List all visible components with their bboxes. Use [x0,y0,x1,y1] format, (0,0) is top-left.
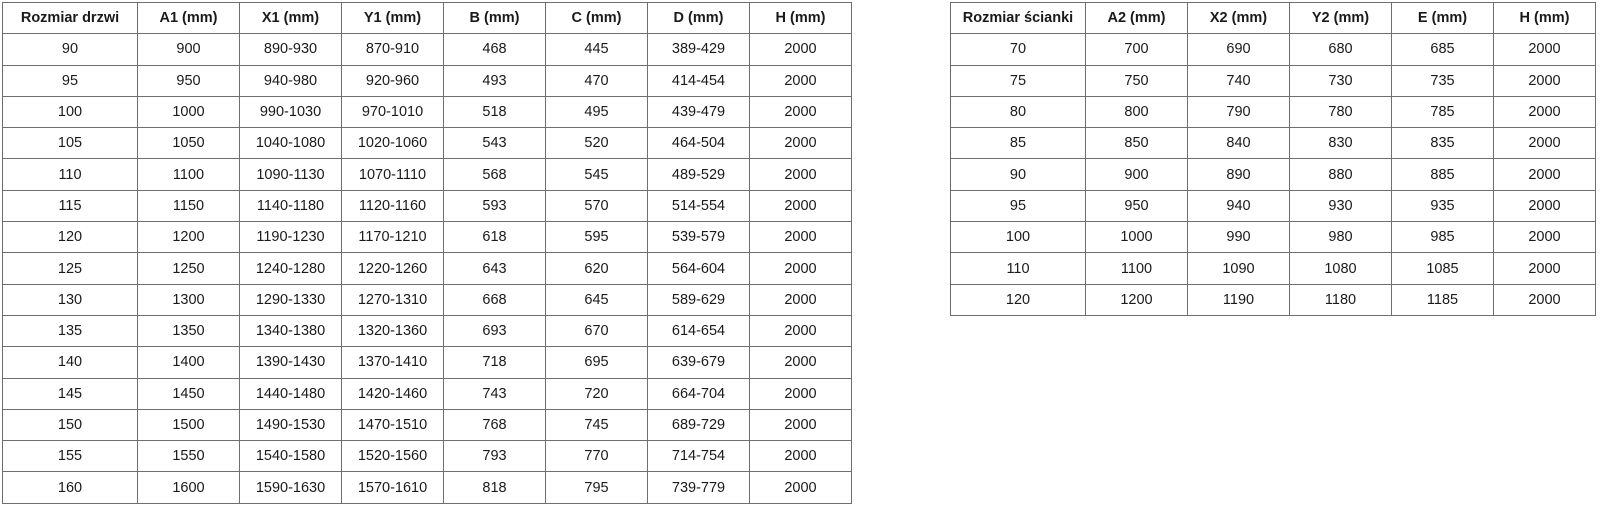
table-cell: 564-604 [648,253,750,284]
table-cell: 445 [546,34,648,65]
table-cell: 593 [444,190,546,221]
table-cell: 105 [3,128,138,159]
table-cell: 2000 [1494,34,1596,65]
table-row [3,253,852,284]
table-cell: 70 [951,34,1086,65]
table-cell: 2000 [750,128,852,159]
table-cell: 514-554 [648,190,750,221]
table-cell: 2000 [750,65,852,96]
table-cell: 714-754 [648,441,750,472]
table-cell: 700 [1086,34,1188,65]
table-cell: 1190 [1188,284,1290,315]
table-row [951,128,1596,159]
table-row [951,190,1596,221]
table-cell: 595 [546,222,648,253]
table-cell: 1370-1410 [342,347,444,378]
table-cell: 1450 [138,378,240,409]
table-cell: 140 [3,347,138,378]
table-cell: 785 [1392,96,1494,127]
table-cell: 695 [546,347,648,378]
table-row [3,378,852,409]
table-cell: 1290-1330 [240,284,342,315]
table-cell: 2000 [750,378,852,409]
table-cell: 470 [546,65,648,96]
table-cell: 1200 [138,222,240,253]
column-header: Rozmiar ścianki [951,3,1086,34]
table-cell: 110 [951,253,1086,284]
table-cell: 670 [546,315,648,346]
table-cell: 1090 [1188,253,1290,284]
table-row [3,441,852,472]
column-header: H (mm) [1494,3,1596,34]
table-cell: 885 [1392,159,1494,190]
table-cell: 639-679 [648,347,750,378]
table-cell: 664-704 [648,378,750,409]
table-row [3,34,852,65]
table-cell: 1600 [138,472,240,503]
table-cell: 520 [546,128,648,159]
table-row [951,284,1596,315]
table-cell: 389-429 [648,34,750,65]
table-cell: 620 [546,253,648,284]
table-cell: 545 [546,159,648,190]
table-cell: 2000 [750,441,852,472]
table-cell: 130 [3,284,138,315]
table-cell: 1050 [138,128,240,159]
table-cell: 1070-1110 [342,159,444,190]
table-cell: 1570-1610 [342,472,444,503]
table-cell: 1190-1230 [240,222,342,253]
table-cell: 120 [3,222,138,253]
table-cell: 464-504 [648,128,750,159]
table-cell: 790 [1188,96,1290,127]
table-cell: 2000 [750,190,852,221]
table-cell: 985 [1392,222,1494,253]
table-cell: 940-980 [240,65,342,96]
table-cell: 2000 [750,159,852,190]
table-cell: 1340-1380 [240,315,342,346]
column-header: H (mm) [750,3,852,34]
table-cell: 970-1010 [342,96,444,127]
table-cell: 1185 [1392,284,1494,315]
table-row [3,190,852,221]
table-cell: 2000 [1494,284,1596,315]
table-cell: 1140-1180 [240,190,342,221]
table-cell: 643 [444,253,546,284]
table-cell: 1090-1130 [240,159,342,190]
table-cell: 900 [138,34,240,65]
table-row [951,96,1596,127]
table-cell: 720 [546,378,648,409]
table-cell: 850 [1086,128,1188,159]
table-cell: 1540-1580 [240,441,342,472]
table-cell: 439-479 [648,96,750,127]
table-row [3,315,852,346]
table-cell: 1240-1280 [240,253,342,284]
wall-panel-dimensions-table [950,2,1596,316]
table-cell: 693 [444,315,546,346]
table-cell: 735 [1392,65,1494,96]
table-cell: 835 [1392,128,1494,159]
table-cell: 743 [444,378,546,409]
table-cell: 793 [444,441,546,472]
table-cell: 1300 [138,284,240,315]
table-cell: 950 [138,65,240,96]
door-dimensions-table [2,2,852,504]
table-cell: 1080 [1290,253,1392,284]
table-cell: 85 [951,128,1086,159]
table-cell: 160 [3,472,138,503]
table-cell: 1120-1160 [342,190,444,221]
table-cell: 1220-1260 [342,253,444,284]
table-cell: 75 [951,65,1086,96]
table-cell: 145 [3,378,138,409]
table-row [951,253,1596,284]
table-cell: 780 [1290,96,1392,127]
table-cell: 2000 [1494,96,1596,127]
table-cell: 818 [444,472,546,503]
table-cell: 1390-1430 [240,347,342,378]
table-cell: 414-454 [648,65,750,96]
table-cell: 90 [3,34,138,65]
table-cell: 80 [951,96,1086,127]
table-cell: 830 [1290,128,1392,159]
table-cell: 668 [444,284,546,315]
table-cell: 100 [3,96,138,127]
table-row [3,409,852,440]
table-cell: 750 [1086,65,1188,96]
table-cell: 890 [1188,159,1290,190]
column-header: Y2 (mm) [1290,3,1392,34]
table-cell: 1400 [138,347,240,378]
table-cell: 2000 [750,315,852,346]
table-cell: 120 [951,284,1086,315]
table-cell: 1590-1630 [240,472,342,503]
table-cell: 1470-1510 [342,409,444,440]
table-cell: 680 [1290,34,1392,65]
table-cell: 135 [3,315,138,346]
table-row [3,96,852,127]
table-cell: 1150 [138,190,240,221]
table-cell: 870-910 [342,34,444,65]
table-cell: 740 [1188,65,1290,96]
table-cell: 2000 [1494,128,1596,159]
table-cell: 890-930 [240,34,342,65]
table-cell: 1440-1480 [240,378,342,409]
column-header: E (mm) [1392,3,1494,34]
table-cell: 2000 [750,409,852,440]
table-cell: 2000 [1494,159,1596,190]
table-cell: 795 [546,472,648,503]
table-cell: 2000 [750,222,852,253]
table-row [951,65,1596,96]
door-table-header-row [3,3,852,34]
table-cell: 125 [3,253,138,284]
table-cell: 155 [3,441,138,472]
table-cell: 1100 [138,159,240,190]
table-cell: 95 [3,65,138,96]
table-cell: 739-779 [648,472,750,503]
table-cell: 840 [1188,128,1290,159]
table-cell: 1200 [1086,284,1188,315]
table-cell: 768 [444,409,546,440]
table-cell: 690 [1188,34,1290,65]
table-cell: 1270-1310 [342,284,444,315]
table-cell: 2000 [1494,222,1596,253]
table-cell: 1180 [1290,284,1392,315]
table-cell: 589-629 [648,284,750,315]
column-header: C (mm) [546,3,648,34]
table-row [3,159,852,190]
column-header: A1 (mm) [138,3,240,34]
table-cell: 90 [951,159,1086,190]
table-cell: 100 [951,222,1086,253]
table-cell: 990-1030 [240,96,342,127]
table-cell: 2000 [750,347,852,378]
table-cell: 2000 [1494,253,1596,284]
table-cell: 495 [546,96,648,127]
table-cell: 2000 [750,284,852,315]
table-cell: 2000 [750,96,852,127]
table-cell: 468 [444,34,546,65]
table-cell: 718 [444,347,546,378]
table-cell: 1520-1560 [342,441,444,472]
table-cell: 1250 [138,253,240,284]
table-cell: 150 [3,409,138,440]
column-header: A2 (mm) [1086,3,1188,34]
table-cell: 1350 [138,315,240,346]
table-cell: 489-529 [648,159,750,190]
table-cell: 770 [546,441,648,472]
table-row [951,222,1596,253]
table-cell: 1085 [1392,253,1494,284]
table-cell: 568 [444,159,546,190]
table-cell: 543 [444,128,546,159]
table-cell: 1490-1530 [240,409,342,440]
table-cell: 1500 [138,409,240,440]
table-cell: 930 [1290,190,1392,221]
table-cell: 110 [3,159,138,190]
table-cell: 920-960 [342,65,444,96]
table-cell: 115 [3,190,138,221]
column-header: X1 (mm) [240,3,342,34]
table-cell: 980 [1290,222,1392,253]
table-row [3,222,852,253]
table-cell: 880 [1290,159,1392,190]
table-cell: 689-729 [648,409,750,440]
table-cell: 950 [1086,190,1188,221]
column-header: X2 (mm) [1188,3,1290,34]
table-cell: 935 [1392,190,1494,221]
table-row [951,159,1596,190]
column-header: Y1 (mm) [342,3,444,34]
table-row [3,284,852,315]
table-cell: 745 [546,409,648,440]
table-cell: 645 [546,284,648,315]
table-cell: 800 [1086,96,1188,127]
column-header: D (mm) [648,3,750,34]
table-row [951,34,1596,65]
table-row [3,472,852,503]
table-cell: 518 [444,96,546,127]
wall-table-header-row [951,3,1596,34]
table-cell: 539-579 [648,222,750,253]
table-cell: 2000 [750,34,852,65]
table-cell: 1020-1060 [342,128,444,159]
table-cell: 900 [1086,159,1188,190]
table-cell: 990 [1188,222,1290,253]
table-cell: 1000 [1086,222,1188,253]
table-cell: 1550 [138,441,240,472]
table-cell: 2000 [1494,190,1596,221]
table-cell: 1040-1080 [240,128,342,159]
table-row [3,128,852,159]
table-cell: 570 [546,190,648,221]
table-cell: 2000 [750,472,852,503]
column-header: Rozmiar drzwi [3,3,138,34]
table-cell: 2000 [1494,65,1596,96]
table-cell: 1170-1210 [342,222,444,253]
table-row [3,347,852,378]
table-cell: 1320-1360 [342,315,444,346]
table-cell: 614-654 [648,315,750,346]
table-cell: 1000 [138,96,240,127]
table-cell: 730 [1290,65,1392,96]
table-cell: 685 [1392,34,1494,65]
column-header: B (mm) [444,3,546,34]
table-cell: 618 [444,222,546,253]
table-cell: 1100 [1086,253,1188,284]
table-row [3,65,852,96]
table-cell: 2000 [750,253,852,284]
table-cell: 1420-1460 [342,378,444,409]
table-cell: 95 [951,190,1086,221]
table-cell: 493 [444,65,546,96]
table-cell: 940 [1188,190,1290,221]
